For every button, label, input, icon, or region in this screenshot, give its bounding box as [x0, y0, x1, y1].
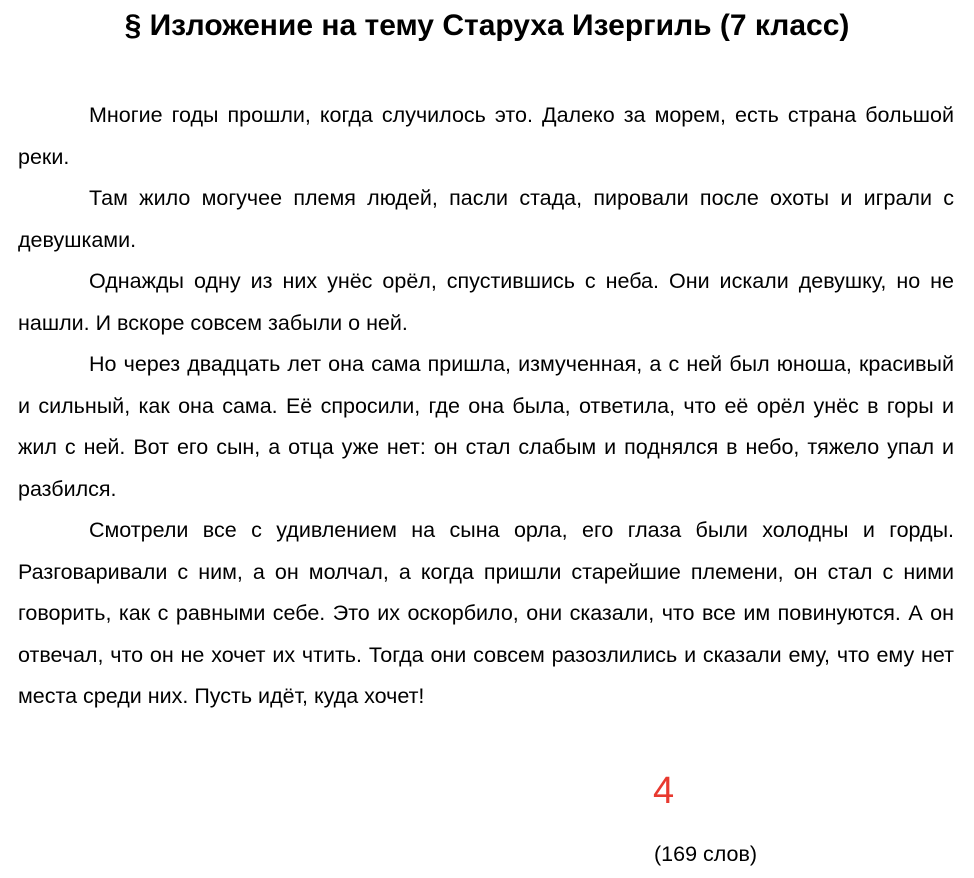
essay-body	[18, 95, 954, 718]
paragraph: Смотрели все с удивлением на сына орла, его глаза были холодны и горды. Разговаривали с ним, а он молчал, а когда пришли старейшие племени, он стал с ними говорить, как с равными себе. Это их оскорбило, они сказали, что все им повинуются. А он отвечал, что он не хочет их чтить. Тогда они совсем разозлились и сказали ему, что ему нет места среди них. Пусть идёт, куда хочет!	[18, 518, 954, 708]
page-title: § Изложение на тему Старуха Изергиль (7 класс)	[124, 9, 850, 42]
paragraph: Однажды одну из них унёс орёл, спустившись с неба. Они искали девушку, но не нашли. И вскоре совсем забыли о ней.	[18, 269, 954, 335]
word-count: (169 слов)	[654, 842, 758, 866]
grade-mark: 4	[653, 770, 675, 812]
paragraph: Там жило могучее племя людей, пасли стада, пировали после охоты и играли с девушками.	[18, 186, 954, 252]
paragraph: Но через двадцать лет она сама пришла, измученная, а с ней был юноша, красивый и сильный, как она сама. Её спросили, где она была, ответила, что её орёл унёс в горы и жил с ней. Вот его сын, а отца уже нет: он стал слабым и поднялся в небо, тяжело упал и разбился.	[18, 352, 954, 501]
paragraph: Многие годы прошли, когда случилось это. Далеко за морем, есть страна большой реки.	[18, 103, 954, 169]
